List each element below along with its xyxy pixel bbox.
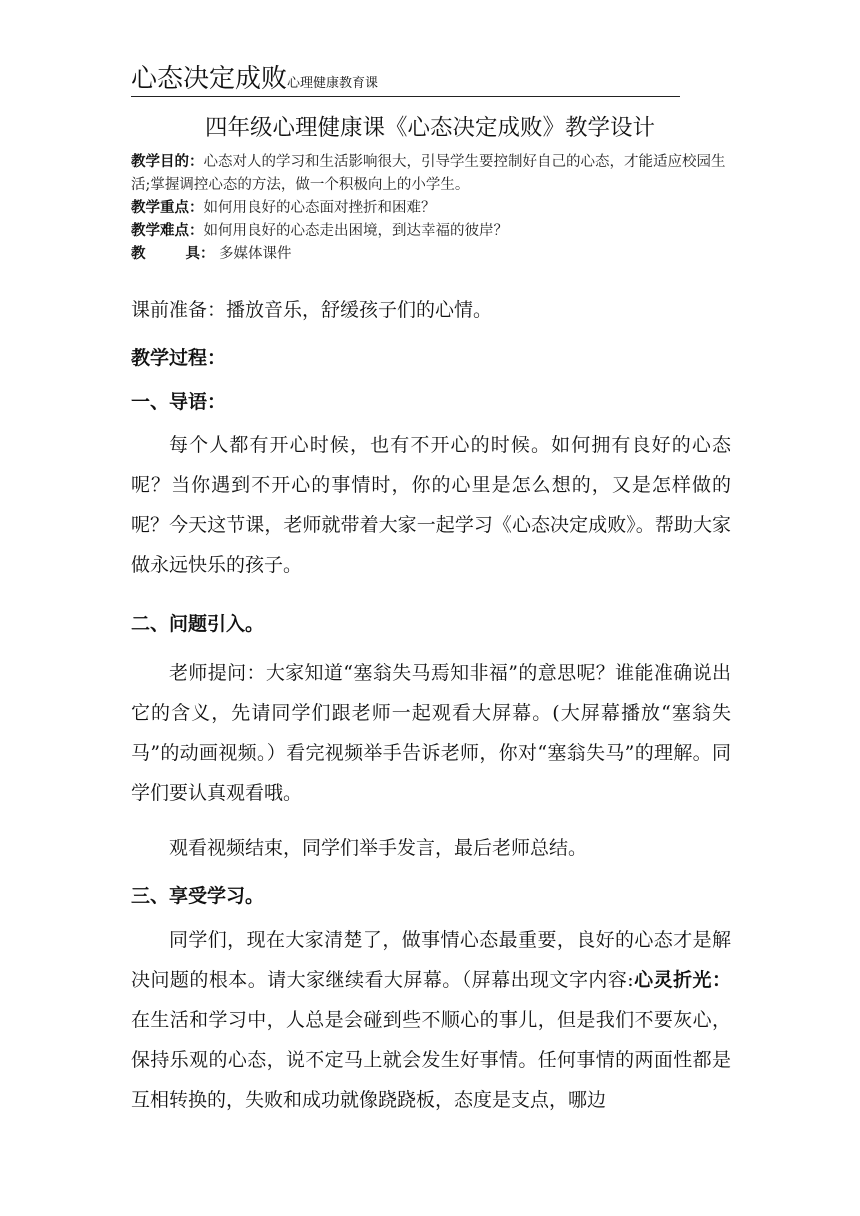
teaching-goal-label: 教学目的： <box>131 153 204 170</box>
teaching-tools <box>131 242 731 266</box>
section-3-text-b: 在生活和学习中，人总是会碰到些不顺心的事儿，但是我们不要灰心，保持乐观的心态，说不定马上就会发生好事情。任何事情的两面性都是互相转换的，失败和成功就像跷跷板，态度是支点，哪边 <box>131 1009 731 1111</box>
tools-label <box>131 242 219 265</box>
key-point-label: 教学重点： <box>131 199 204 216</box>
teaching-goal-text: 心态对人的学习和生活影响很大，引导学生要控制好自己的心态，才能适应校园生活;掌握调控心态的方法，做一个积极向上的小学生。 <box>131 154 726 193</box>
document-title: 四年级心理健康课《心态决定成败》教学设计 <box>204 115 655 141</box>
teaching-goal <box>131 150 731 197</box>
tools-label-first: 教 <box>131 245 146 262</box>
section-2-heading: 二、问题引入。 <box>131 613 265 635</box>
section-3-text-a: 同学们，现在大家清楚了，做事情心态最重要，良好的心态才是解决问题的根本。请大家继续看大屏幕。（屏幕出现文字内容: <box>131 929 731 991</box>
section-1-heading: 一、导语： <box>131 391 227 413</box>
process-heading: 教学过程： <box>131 347 227 369</box>
header-subtitle: 心理健康教育课 <box>287 76 379 91</box>
section-3-heading: 三、享受学习。 <box>131 885 265 907</box>
key-point-text: 如何用良好的心态面对挫折和困难？ <box>203 200 436 216</box>
preparation-line: 课前准备：播放音乐，舒缓孩子们的心情。 <box>131 299 493 321</box>
header-title: 心态决定成败 <box>131 64 288 94</box>
difficulty-label: 教学难点： <box>131 222 204 239</box>
teaching-key-point <box>131 196 731 220</box>
tools-text: 多媒体课件 <box>219 246 292 262</box>
section-2-paragraph-1: 老师提问：大家知道“塞翁失马焉知非福”的意思呢？谁能准确说出它的含义，先请同学们跟老师一起观看大屏幕。(大屏幕播放“塞翁失马”的动画视频。）看完视频举手告诉老师，你对“塞翁失马”的理解。同学们要认真观看哦。 <box>131 662 731 804</box>
section-1-paragraph: 每个人都有开心时候，也有不开心的时候。如何拥有良好的心态呢？当你遇到不开心的事情时，你的心里是怎么想的，又是怎样做的呢？今天这节课，老师就带着大家一起学习《心态决定成败》。帮助大家做永远快乐的孩子。 <box>131 434 731 576</box>
section-3-paragraph <box>131 920 731 1120</box>
tools-label-second: 具： <box>185 245 215 262</box>
running-header <box>131 62 680 97</box>
teaching-difficulty <box>131 219 731 243</box>
section-2-paragraph-2: 观看视频结束，同学们举手发言，最后老师总结。 <box>169 837 588 859</box>
difficulty-text: 如何用良好的心态走出困境，到达幸福的彼岸？ <box>203 223 508 239</box>
heart-reflection-label: 心灵折光： <box>633 969 731 991</box>
